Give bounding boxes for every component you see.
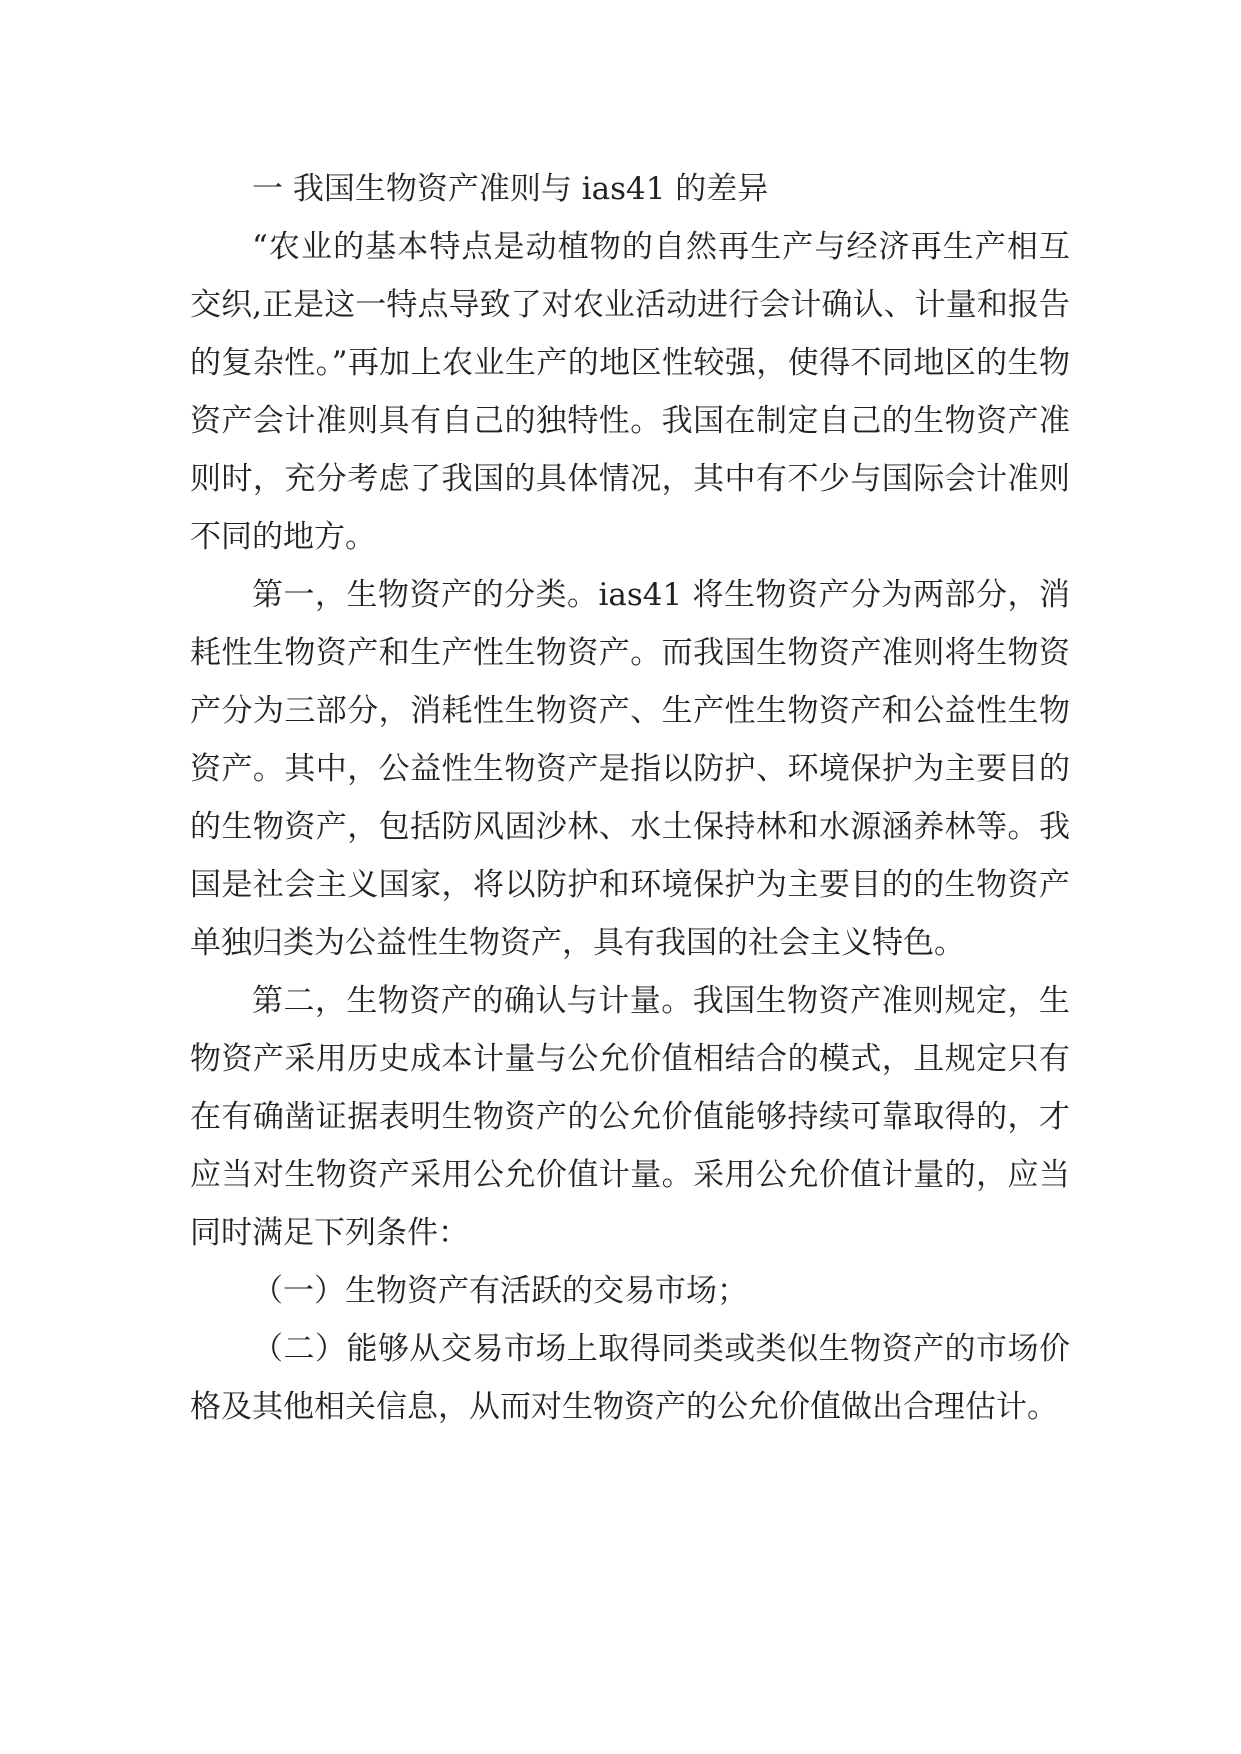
section-heading: 一 我国生物资产准则与 ias41 的差异 — [252, 171, 769, 207]
paragraph-intro: “农业的基本特点是动植物的自然再生产与经济再生产相互交织,正是这一特点导致了对农业活动进行会计确认、计量和报告的复杂性。”再加上农业生产的地区性较强，使得不同地区的生物资产会计准则具有自己的独特性。我国在制定自己的生物资产准则时，充分考虑了我国的具体情况，其中有不少与国际会计准则不同的地方。 — [190, 229, 1070, 555]
paragraph-classification: 第一，生物资产的分类。ias41 将生物资产分为两部分，消耗性生物资产和生产性生物资产。而我国生物资产准则将生物资产分为三部分，消耗性生物资产、生产性生物资产和公益性生物资产。其中，公益性生物资产是指以防护、环境保护为主要目的的生物资产，包括防风固沙林、水土保持林和水源涵养林等。我国是社会主义国家，将以防护和环境保护为主要目的的生物资产单独归类为公益性生物资产，具有我国的社会主义特色。 — [190, 577, 1070, 961]
paragraph-condition-2: （二）能够从交易市场上取得同类或类似生物资产的市场价格及其他相关信息，从而对生物资产的公允价值做出合理估计。 — [190, 1331, 1070, 1425]
paragraph-condition-1: （一）生物资产有活跃的交易市场； — [252, 1273, 748, 1309]
paragraph-recognition: 第二，生物资产的确认与计量。我国生物资产准则规定，生物资产采用历史成本计量与公允价值相结合的模式，且规定只有在有确凿证据表明生物资产的公允价值能够持续可靠取得的，才应当对生物资产采用公允价值计量。采用公允价值计量的，应当同时满足下列条件： — [190, 983, 1070, 1251]
document-body — [190, 160, 1070, 1436]
